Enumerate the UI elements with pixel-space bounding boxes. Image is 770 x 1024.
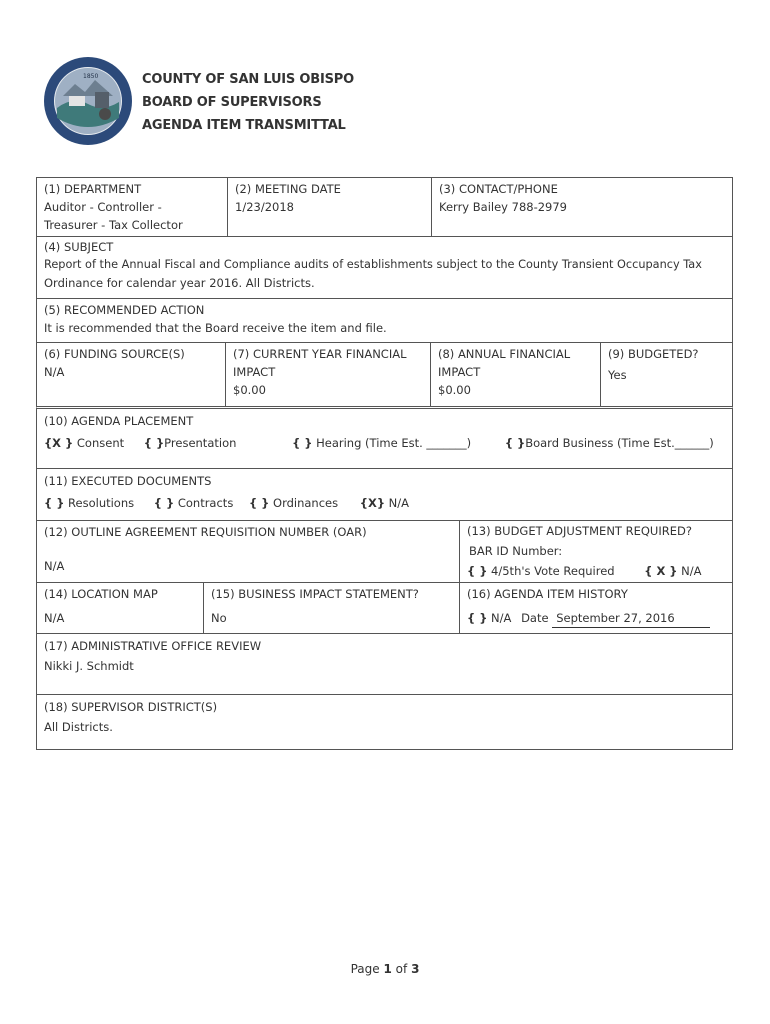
- executed-na-mark: {X}: [359, 496, 386, 510]
- admin-review-label: (17) ADMINISTRATIVE OFFICE REVIEW: [44, 639, 262, 653]
- row-districts: [36, 695, 733, 750]
- agenda-placement-label: (10) AGENDA PLACEMENT: [44, 414, 194, 428]
- contracts-text: Contracts: [177, 496, 234, 510]
- meeting-date-cell: [228, 178, 432, 236]
- county-seal-icon: [43, 56, 133, 146]
- executed-documents-label: (11) EXECUTED DOCUMENTS: [44, 474, 212, 488]
- agenda-history-values: [467, 609, 725, 628]
- current-year-impact-value: $0.00: [233, 383, 266, 397]
- svg-text:1850: 1850: [83, 73, 99, 80]
- department-cell: [37, 178, 228, 236]
- annual-impact-label-2: IMPACT: [438, 365, 481, 379]
- annual-impact-label: (8) ANNUAL FINANCIAL: [438, 347, 571, 361]
- admin-review-value: Nikki J. Schmidt: [44, 659, 134, 673]
- funding-source-value: N/A: [44, 365, 65, 379]
- budget-na-option: [644, 564, 701, 578]
- hearing-mark: { }: [292, 436, 313, 450]
- budgeted-cell: [601, 343, 732, 406]
- page-word: Page: [350, 962, 380, 976]
- business-impact-value: No: [211, 611, 227, 625]
- agenda-history-label: (16) AGENDA ITEM HISTORY: [467, 587, 628, 601]
- page-footer: [0, 962, 770, 976]
- subject-label: (4) SUBJECT: [44, 240, 114, 254]
- budget-na-text: N/A: [681, 564, 702, 578]
- history-date-value: September 27, 2016: [552, 609, 710, 628]
- recommended-action-value: It is recommended that the Board receive the item and file.: [44, 321, 387, 335]
- transmittal-form: [36, 177, 733, 750]
- row-financial: [36, 343, 733, 409]
- history-na-mark: { }: [467, 611, 488, 625]
- executed-na-text: N/A: [388, 496, 410, 510]
- consent-mark: {X }: [44, 436, 74, 450]
- budget-adjustment-options: [467, 561, 725, 581]
- current-year-impact-label-2: IMPACT: [233, 365, 276, 379]
- history-na-text: N/A: [491, 611, 512, 625]
- bar-id-label: BAR ID Number:: [469, 544, 563, 558]
- department-line1: Auditor - Controller -: [44, 200, 162, 214]
- budget-adjustment-cell: [460, 521, 732, 582]
- row-oar: [36, 521, 733, 583]
- location-map-label: (14) LOCATION MAP: [44, 587, 158, 601]
- county-name: COUNTY OF SAN LUIS OBISPO: [142, 72, 354, 87]
- vote-text: 4/5th's Vote Required: [491, 564, 615, 578]
- department-label: (1) DEPARTMENT: [44, 182, 142, 196]
- board-name: BOARD OF SUPERVISORS: [142, 95, 322, 110]
- row-admin-review: [36, 634, 733, 695]
- funding-source-cell: [37, 343, 226, 406]
- contact-label: (3) CONTACT/PHONE: [439, 182, 558, 196]
- agenda-placement-cell: [37, 409, 737, 468]
- row-department: [36, 177, 733, 237]
- contracts-option: [154, 496, 234, 510]
- executed-na-option: [360, 496, 409, 510]
- recommended-action-cell: [37, 299, 732, 342]
- oar-cell: [37, 521, 460, 582]
- row-agenda-placement: [36, 409, 733, 469]
- row-subject: [36, 237, 733, 299]
- document-header: [142, 68, 354, 137]
- row-recommended-action: [36, 299, 733, 343]
- annual-impact-cell: [431, 343, 601, 406]
- resolutions-option: [44, 496, 134, 510]
- annual-impact-value: $0.00: [438, 383, 471, 397]
- consent-option: [44, 436, 124, 450]
- admin-review-cell: [37, 634, 732, 694]
- resolutions-text: Resolutions: [68, 496, 135, 510]
- page-number: 1: [383, 962, 392, 976]
- row-location: [36, 583, 733, 634]
- oar-value: N/A: [44, 559, 65, 573]
- districts-label: (18) SUPERVISOR DISTRICT(S): [44, 700, 218, 714]
- board-business-text: Board Business (Time Est.______): [525, 436, 714, 450]
- ordinances-text: Ordinances: [273, 496, 339, 510]
- budget-adjustment-label: (13) BUDGET ADJUSTMENT REQUIRED?: [467, 524, 692, 538]
- subject-cell: [37, 237, 732, 298]
- recommended-action-label: (5) RECOMMENDED ACTION: [44, 303, 205, 317]
- business-impact-cell: [204, 583, 460, 633]
- budgeted-label: (9) BUDGETED?: [608, 347, 699, 361]
- department-line2: Treasurer - Tax Collector: [44, 218, 183, 232]
- presentation-mark: { }: [143, 436, 165, 450]
- presentation-text: Presentation: [164, 436, 237, 450]
- districts-value: All Districts.: [44, 720, 113, 734]
- districts-cell: [37, 695, 732, 749]
- history-date-label: Date: [521, 611, 549, 625]
- presentation-option: [144, 436, 237, 450]
- hearing-text: Hearing (Time Est. _______): [316, 436, 472, 450]
- board-business-option: [505, 436, 714, 450]
- current-year-impact-label: (7) CURRENT YEAR FINANCIAL: [233, 347, 407, 361]
- contact-cell: [432, 178, 732, 236]
- executed-documents-options: [44, 494, 725, 512]
- business-impact-label: (15) BUSINESS IMPACT STATEMENT?: [211, 587, 419, 601]
- location-map-cell: [37, 583, 204, 633]
- subject-line1: Report of the Annual Fiscal and Compliance audits of establishments subject to the County Transient Occupancy Tax: [44, 258, 702, 271]
- oar-label: (12) OUTLINE AGREEMENT REQUISITION NUMBER (OAR): [44, 525, 367, 539]
- hearing-option: [292, 436, 471, 450]
- location-map-value: N/A: [44, 611, 65, 625]
- meeting-date-value: 1/23/2018: [235, 200, 294, 214]
- current-year-impact-cell: [226, 343, 431, 406]
- budgeted-value: Yes: [608, 368, 627, 382]
- ordinances-option: [249, 496, 338, 510]
- of-word: of: [395, 962, 408, 976]
- vote-mark: { }: [467, 564, 488, 578]
- executed-documents-cell: [37, 469, 732, 520]
- funding-source-label: (6) FUNDING SOURCE(S): [44, 347, 185, 361]
- row-executed-documents: [36, 469, 733, 521]
- board-business-mark: { }: [504, 436, 526, 450]
- vote-option: [467, 564, 615, 578]
- agenda-history-cell: [460, 583, 732, 633]
- consent-text: Consent: [76, 436, 125, 450]
- agenda-placement-options: [44, 434, 730, 452]
- subject-line2: Ordinance for calendar year 2016. All Districts.: [44, 276, 315, 290]
- page-total: 3: [411, 962, 420, 976]
- budget-na-mark: { X }: [644, 564, 678, 578]
- resolutions-mark: { }: [44, 496, 65, 510]
- ordinances-mark: { }: [248, 496, 270, 510]
- document-title: AGENDA ITEM TRANSMITTAL: [142, 118, 346, 133]
- meeting-date-label: (2) MEETING DATE: [235, 182, 341, 196]
- contracts-mark: { }: [153, 496, 175, 510]
- contact-value: Kerry Bailey 788-2979: [439, 200, 567, 214]
